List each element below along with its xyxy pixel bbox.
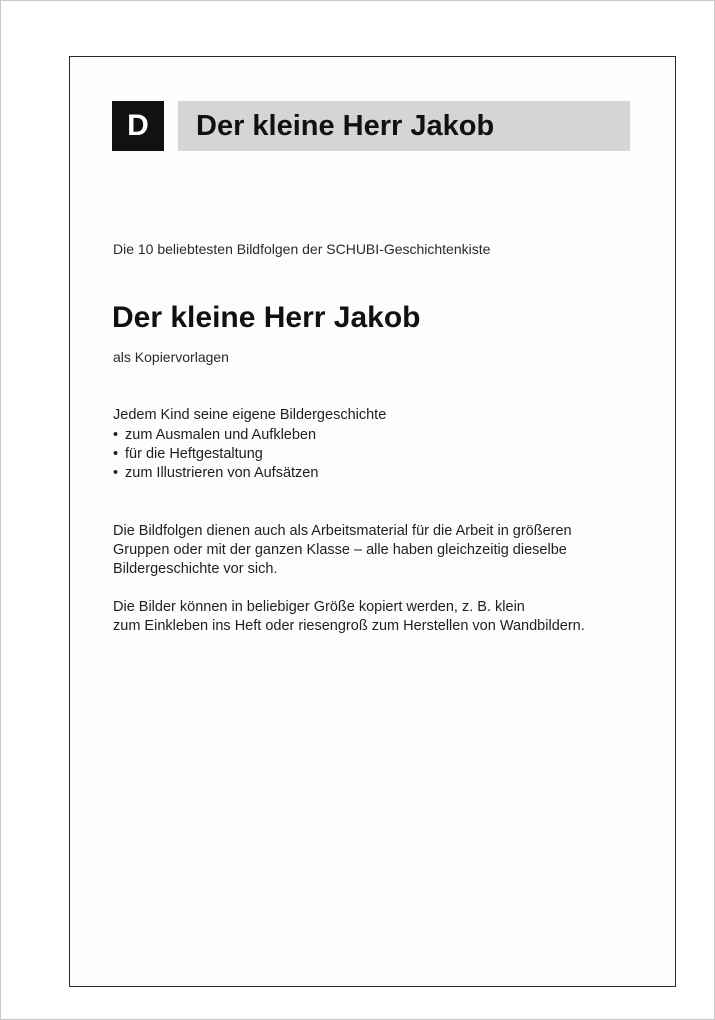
paragraph-line: zum Einkleben ins Heft oder riesengroß zum Herstellen von Wandbildern.: [113, 618, 585, 634]
bullet-item: [113, 426, 318, 445]
section-letter-badge: D: [112, 101, 164, 151]
intro-line: Jedem Kind seine eigene Bildergeschichte: [113, 407, 387, 423]
bullet-icon: •: [113, 446, 119, 462]
bullet-list: [113, 426, 318, 483]
paragraph-line: Die Bilder können in beliebiger Größe kopiert werden, z. B. klein: [113, 599, 525, 615]
header-title-bar: [178, 101, 630, 151]
bullet-item: [113, 445, 318, 464]
paragraph-line: Gruppen oder mit der ganzen Klasse – alle haben gleichzeitig dieselbe: [113, 542, 567, 558]
bullet-icon: •: [113, 427, 119, 443]
main-subtitle: als Kopiervorlagen: [113, 349, 229, 365]
header-title: Der kleine Herr Jakob: [196, 110, 495, 142]
bullet-text: zum Ausmalen und Aufkleben: [125, 427, 317, 443]
paragraph-arbeitsmaterial: [113, 522, 572, 579]
bullet-text: zum Illustrieren von Aufsätzen: [125, 465, 319, 481]
paragraph-line: Die Bildfolgen dienen auch als Arbeitsmaterial für die Arbeit in größeren: [113, 523, 572, 539]
bullet-text: für die Heftgestaltung: [125, 446, 263, 462]
paragraph-line: Bildergeschichte vor sich.: [113, 561, 278, 577]
main-title: Der kleine Herr Jakob: [112, 301, 421, 334]
bullet-item: [113, 464, 318, 483]
paragraph-kopieren: [113, 598, 585, 636]
series-subtitle: Die 10 beliebtesten Bildfolgen der SCHUBI-Geschichtenkiste: [113, 241, 491, 257]
bullet-icon: •: [113, 465, 119, 481]
